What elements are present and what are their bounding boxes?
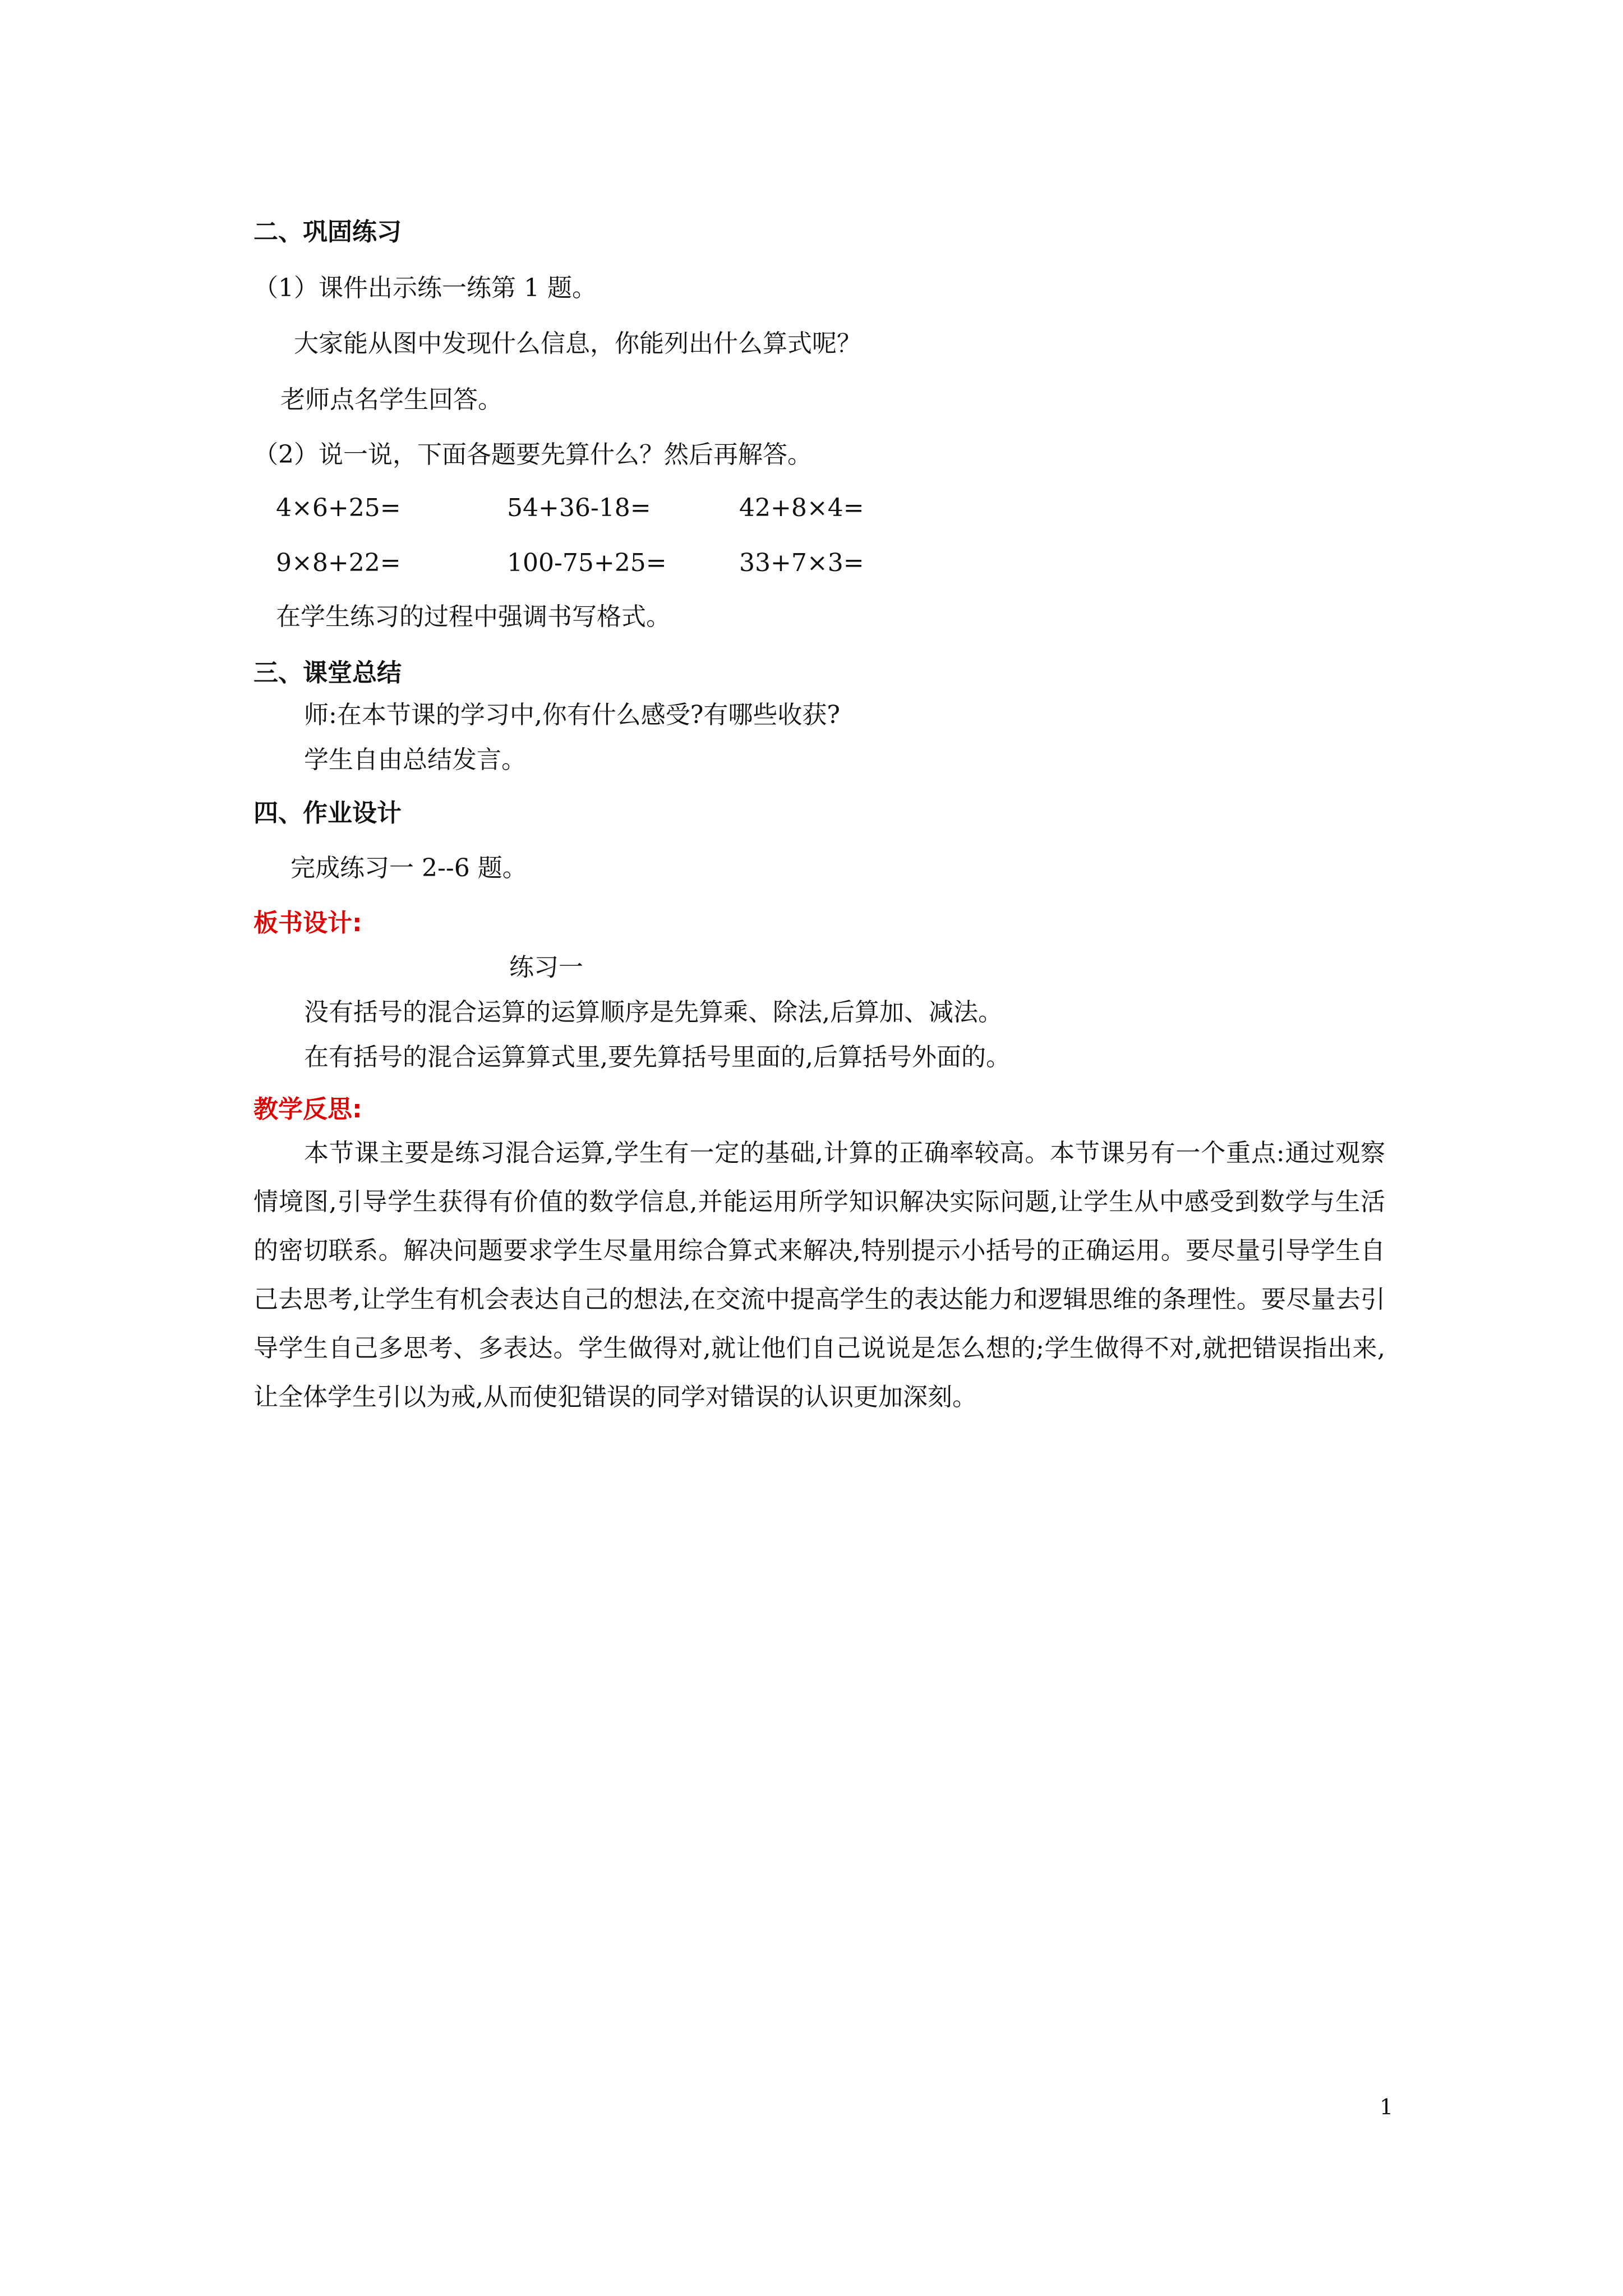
question-text: 大家能从图中发现什么信息，你能列出什么算式呢？ (294, 329, 861, 358)
section-title-consolidate: 二、巩固练习 (253, 218, 402, 246)
summary-teacher-text: 师:在本节课的学习中,你有什么感受?有哪些收获? (304, 701, 840, 729)
section-title-homework: 四、作业设计 (253, 799, 402, 827)
section-title-summary: 三、课堂总结 (253, 659, 402, 687)
homework-text: 完成练习一 2--6 题。 (291, 854, 527, 882)
format-note: 在学生练习的过程中强调书写格式。 (276, 602, 671, 631)
page-number: 1 (1380, 2095, 1394, 2119)
board-line-2: 在有括号的混合运算算式里,要先算括号里面的,后算括号外面的。 (304, 1043, 1011, 1071)
reflection-title: 教学反思: (253, 1095, 362, 1124)
board-heading: 练习一 (509, 953, 583, 982)
teacher-call-text: 老师点名学生回答。 (280, 385, 502, 414)
summary-students-text: 学生自由总结发言。 (304, 746, 526, 774)
exercise-cell: 100-75+25= (507, 549, 667, 577)
exercise-cell: 42+8×4= (739, 494, 864, 522)
reflection-paragraph: 本节课主要是练习混合运算,学生有一定的基础,计算的正确率较高。本节课另有一个重点:通过观察情境图,引导学生获得有价值的数学信息,并能运用所学知识解决实际问题,让学生从中感受到数学与生活的密切联系。解决问题要求学生尽量用综合算式来解决,特别提示小括号的正确运用。要尽量引导学生自己去思考,让学生有机会表达自己的想法,在交流中提高学生的表达能力和逻辑思维的条理性。要尽量去引导学生自己多思考、多表达。学生做得对,就让他们自己说说是怎么想的;学生做得不对,就把错误指出来,让全体学生引以为戒,从而使犯错误的同学对错误的认识更加深刻。 (253, 1139, 1385, 1411)
exercise-cell: 4×6+25= (276, 494, 401, 522)
board-design-title: 板书设计: (253, 909, 362, 937)
exercise-item-1: （1）课件出示练一练第 1 题。 (253, 274, 597, 302)
exercise-cell: 9×8+22= (276, 549, 401, 577)
exercise-item-2: （2）说一说，下面各题要先算什么？然后再解答。 (253, 440, 812, 469)
exercise-cell: 54+36-18= (507, 494, 651, 522)
exercise-cell: 33+7×3= (739, 549, 864, 577)
board-line-1: 没有括号的混合运算的运算顺序是先算乘、除法,后算加、减法。 (304, 998, 1003, 1027)
